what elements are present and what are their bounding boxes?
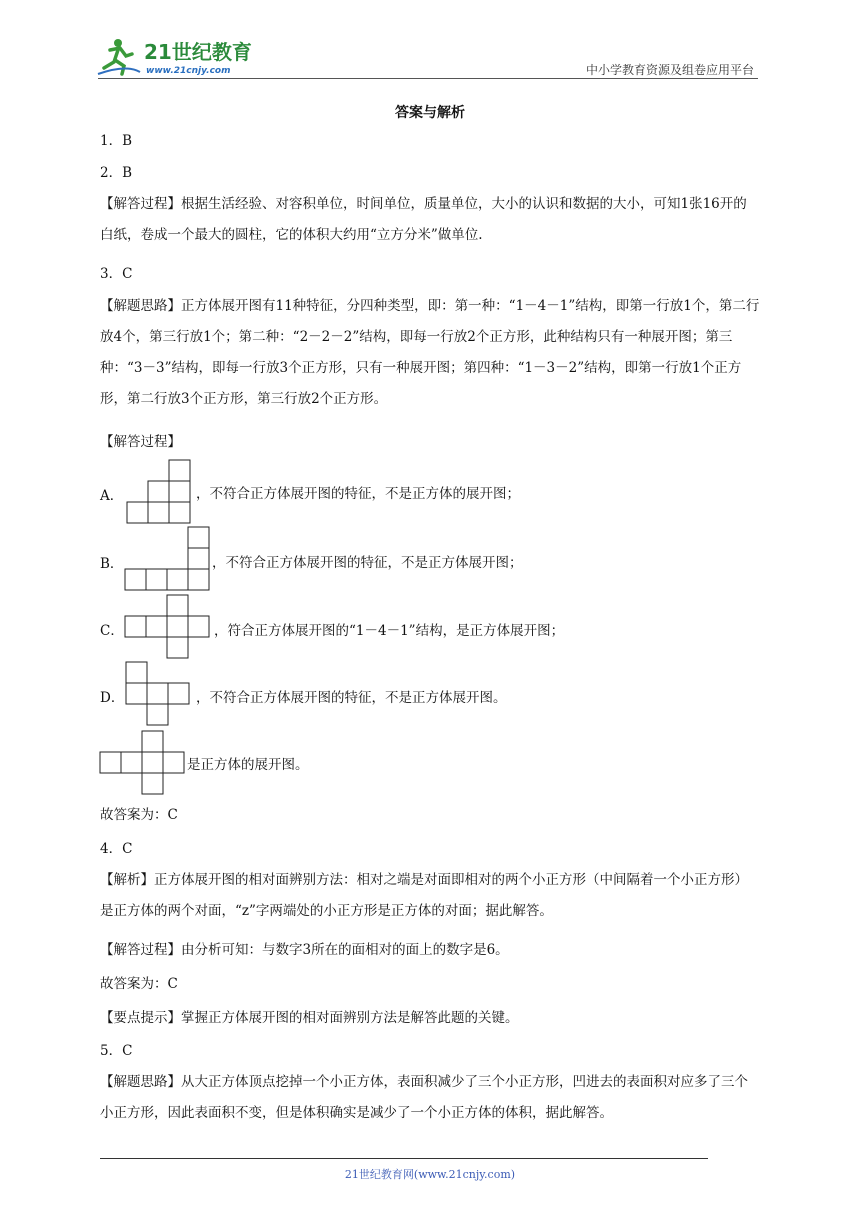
answer-4: 4．C bbox=[100, 841, 133, 857]
q4-analysis: 【解析】正方体展开图的相对面辨别方法：相对之端是对面即相对的两个小正方形（中间隔着一个小正方形）是正方体的两个对面，“z”字两端处的小正方形是正方体的对面；据此解答。 bbox=[100, 872, 748, 919]
q3-answer: 故答案为：C bbox=[100, 807, 178, 823]
q4-process: 【解答过程】由分析可知：与数字3所在的面相对的面上的数字是6。 bbox=[100, 942, 509, 958]
option-d-label: D． bbox=[100, 690, 125, 706]
answer-1: 1．B bbox=[100, 133, 133, 149]
logo-main: 21世纪教育 bbox=[144, 40, 252, 64]
q4-answer: 故答案为：C bbox=[100, 976, 178, 992]
option-d-text: ，不符合正方体展开图的特征，不是正方体展开图。 bbox=[196, 690, 507, 706]
option-c-label: C． bbox=[100, 623, 124, 639]
option-a-label: A． bbox=[100, 488, 124, 504]
answer-5: 5．C bbox=[100, 1043, 133, 1059]
option-c-text: ，符合正方体展开图的“1－4－1”结构，是正方体展开图； bbox=[214, 623, 565, 639]
net-a-figure bbox=[126, 459, 192, 523]
logo bbox=[96, 34, 266, 80]
page-title: 答案与解析 bbox=[395, 105, 465, 121]
header-divider bbox=[98, 78, 758, 79]
q3-idea: 【解题思路】正方体展开图有11种特征，分四种类型，即：第一种：“1－4－1”结构，即第一行放1个，第二行放4个，第三行放1个；第二种：“2－2－2”结构，即每一行放2个正方形，此种结构只有一种展开图；第三种：“3－3”结构，即每一行放3个正方形，只有一种展开图；第四种：“1－3－2”结构，即第一行放1个正方形，第二行放3个正方形，第三行放2个正方形。 bbox=[100, 298, 760, 407]
q2-process: 【解答过程】根据生活经验、对容积单位，时间单位，质量单位，大小的认识和数据的大小，可知1张16开的白纸，卷成一个最大的圆柱，它的体积大约用“立方分米”做单位. bbox=[100, 196, 747, 243]
q3-process-label: 【解答过程】 bbox=[100, 434, 181, 450]
logo-sub: www.21cnjy.com bbox=[146, 66, 231, 76]
option-b-text: ，不符合正方体展开图的特征，不是正方体展开图； bbox=[212, 555, 523, 571]
q4-tip: 【要点提示】掌握正方体展开图的相对面辨别方法是解答此题的关键。 bbox=[100, 1010, 519, 1026]
option-b-label: B． bbox=[100, 556, 124, 572]
q5-idea: 【解题思路】从大正方体顶点挖掉一个小正方体，表面积减少了三个小正方形，凹进去的表面积对应多了三个小正方形，因此表面积不变，但是体积确实是减少了一个小正方体的体积，据此解答。 bbox=[100, 1074, 748, 1121]
net-correct-figure bbox=[99, 730, 185, 794]
footer-link[interactable]: 21世纪教育网(www.21cnjy.com) bbox=[344, 1168, 516, 1181]
final-net-text: 是正方体的展开图。 bbox=[187, 757, 309, 773]
footer-divider bbox=[100, 1158, 708, 1159]
option-a-text: ，不符合正方体展开图的特征，不是正方体的展开图； bbox=[196, 486, 520, 502]
answer-3: 3．C bbox=[100, 266, 133, 282]
header-platform-text: 中小学教育资源及组卷应用平台 bbox=[585, 63, 754, 77]
net-c-figure bbox=[124, 594, 212, 658]
runner-icon bbox=[98, 39, 140, 74]
answer-2: 2．B bbox=[100, 165, 133, 181]
net-b-figure bbox=[124, 526, 210, 590]
net-d-figure bbox=[125, 661, 191, 725]
